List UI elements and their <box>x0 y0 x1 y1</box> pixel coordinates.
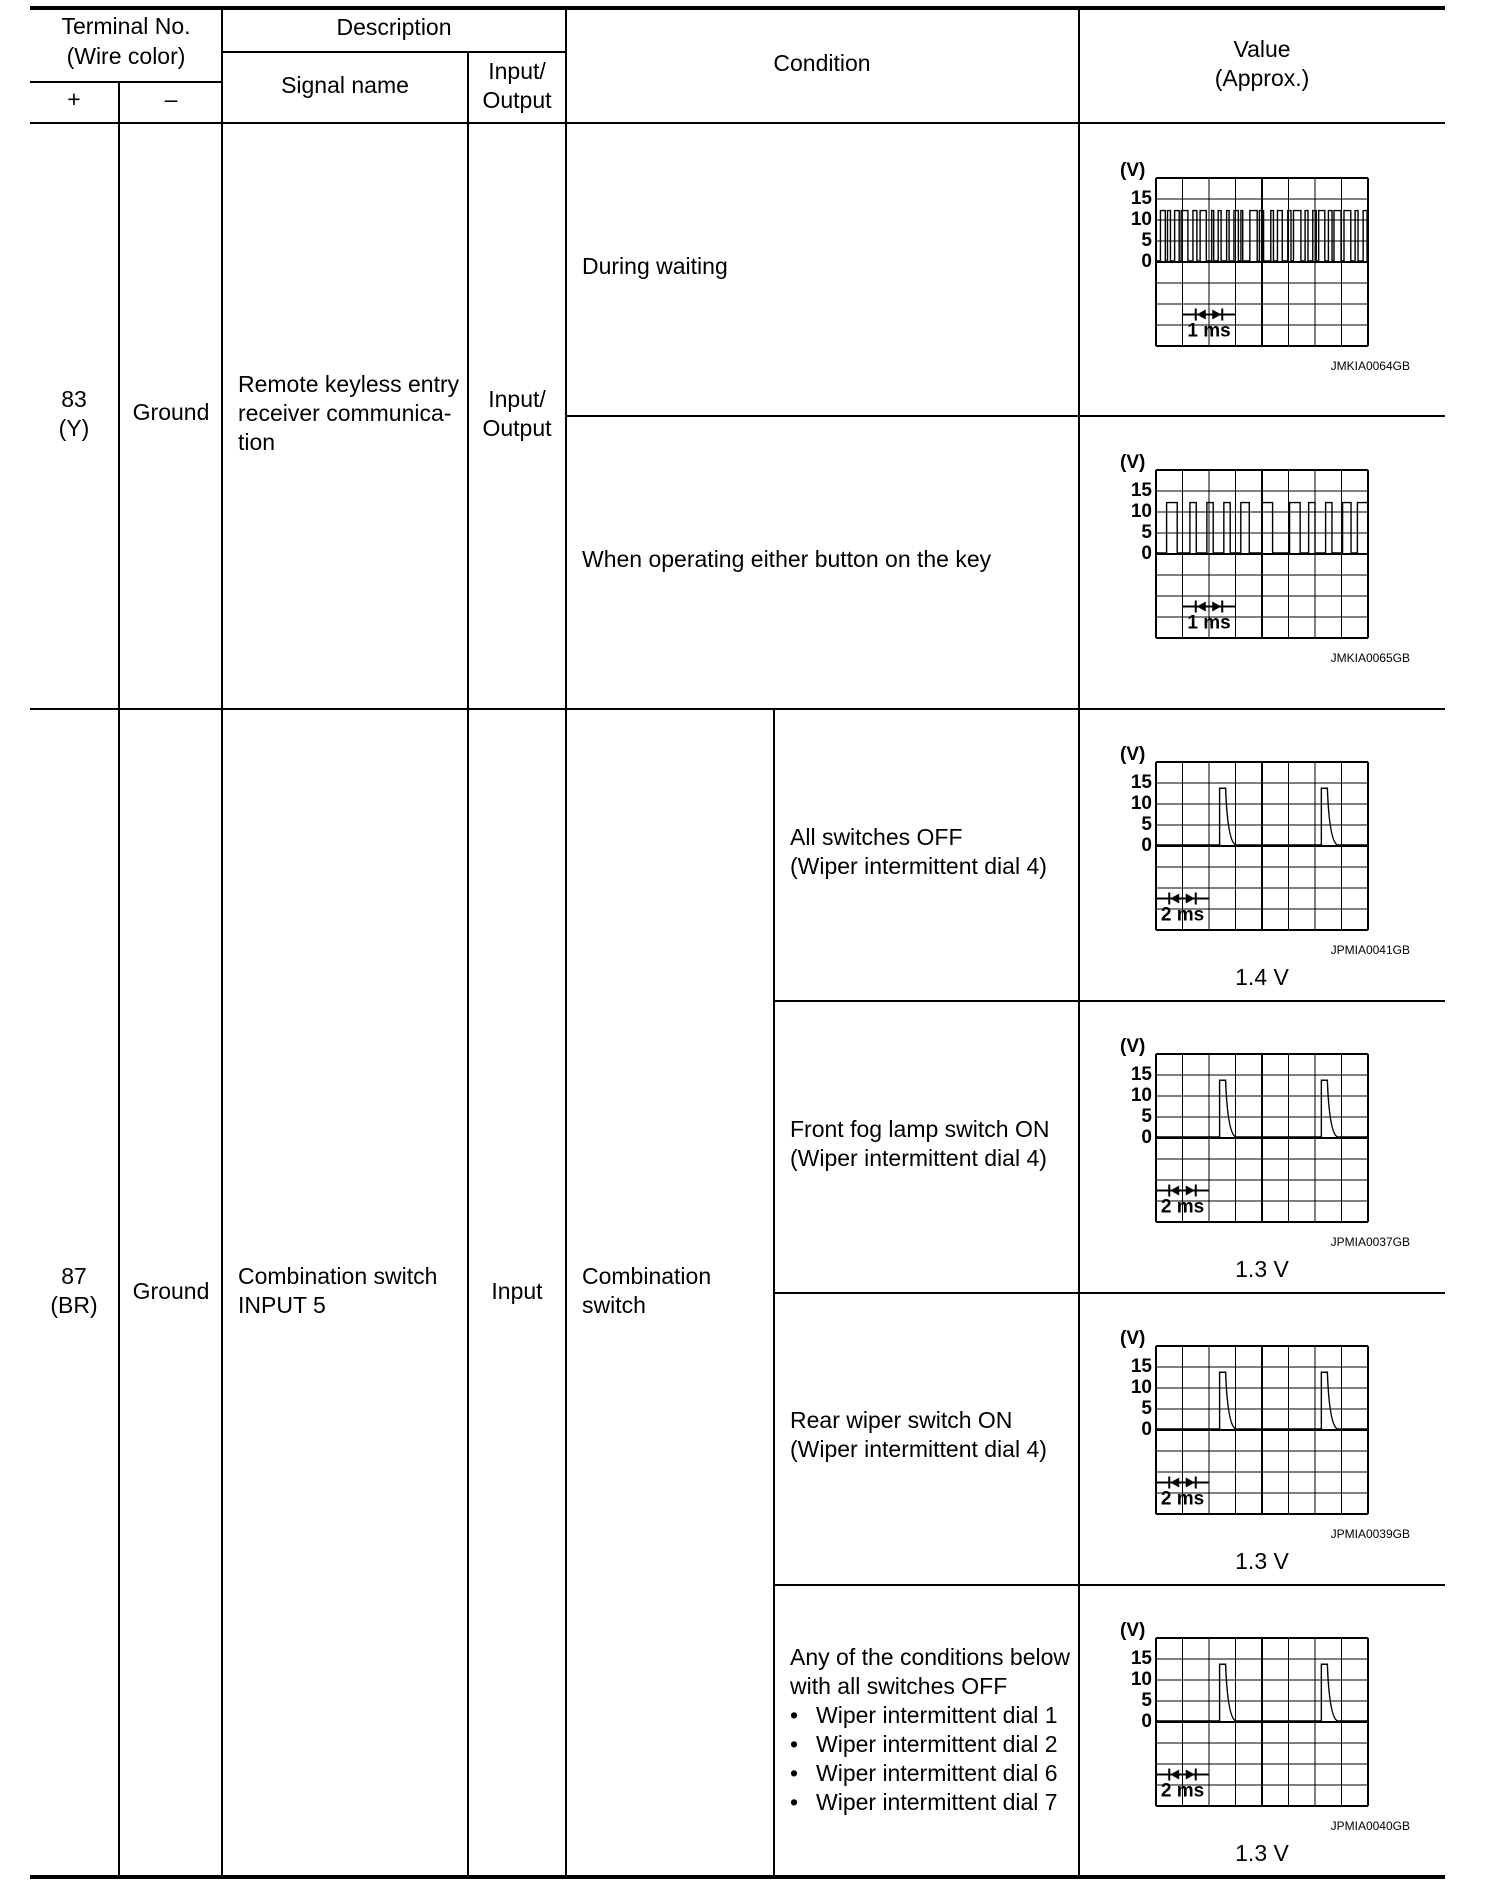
bullet-item <box>790 1759 1058 1788</box>
bullet-item <box>790 1701 1058 1730</box>
waveform-svg <box>1118 1620 1410 1854</box>
subcondition-line: Any of the conditions below <box>790 1644 1071 1670</box>
signal-name-line: receiver communica- <box>238 400 452 426</box>
header-value: Value <box>1233 36 1291 62</box>
volt-tick-label: 15 <box>1130 479 1152 501</box>
volt-unit-label: (V) <box>1120 744 1146 765</box>
header-approx: (Approx.) <box>1214 65 1310 91</box>
volt-tick-label: 10 <box>1130 1084 1152 1106</box>
volt-tick-label: 15 <box>1130 1063 1152 1085</box>
waveform-figure <box>1118 1036 1410 1270</box>
volt-tick-label: 0 <box>1141 834 1152 856</box>
col-rule-terminal-desc <box>221 8 223 1877</box>
signal-trace <box>1156 503 1368 553</box>
volt-tick-label: 15 <box>1130 1647 1152 1669</box>
col-rule-signal-io <box>467 51 469 1877</box>
volt-tick-label: 15 <box>1130 771 1152 793</box>
waveform-figure <box>1118 452 1410 686</box>
header-plus: + <box>67 86 81 112</box>
row83-split-rule <box>566 415 1445 417</box>
bullet-text: Wiper intermittent dial 6 <box>816 1760 1058 1786</box>
subcondition-line: Front fog lamp switch ON <box>790 1116 1050 1142</box>
bullet-item <box>790 1730 1058 1759</box>
time-scale-label: 2 ms <box>1160 1780 1205 1802</box>
volt-tick-label: 15 <box>1130 1355 1152 1377</box>
io-line: Output <box>482 415 552 441</box>
waveform-svg <box>1118 1328 1410 1562</box>
waveform-svg <box>1118 160 1410 394</box>
time-scale-label: 2 ms <box>1160 1488 1205 1510</box>
signal-name-line: Remote keyless entry <box>238 371 460 397</box>
time-scale-label: 2 ms <box>1160 904 1205 926</box>
volt-unit-label: (V) <box>1120 1036 1146 1057</box>
volt-tick-label: 5 <box>1141 813 1152 835</box>
volt-tick-label: 5 <box>1141 1397 1152 1419</box>
volt-tick-label: 5 <box>1141 521 1152 543</box>
subcondition-line: Rear wiper switch ON <box>790 1407 1013 1433</box>
io-line: Input/ <box>488 386 546 412</box>
waveform-svg <box>1118 744 1410 978</box>
volt-tick-label: 0 <box>1141 1126 1152 1148</box>
time-scale-label: 1 ms <box>1187 320 1231 342</box>
header-minus: – <box>164 86 178 112</box>
subcondition-line: (Wiper intermittent dial 4) <box>790 1436 1047 1462</box>
figure-code: JPMIA0039GB <box>1330 1527 1410 1541</box>
waveform-svg <box>1118 1036 1410 1270</box>
figure-code: JMKIA0064GB <box>1330 359 1410 373</box>
volt-unit-label: (V) <box>1120 1620 1146 1641</box>
waveform-figure <box>1118 1328 1410 1562</box>
row87-split-rule-2 <box>774 1292 1445 1294</box>
header-description: Description <box>336 14 452 40</box>
wire-color: (BR) <box>50 1292 98 1318</box>
terminal-number: 83 <box>61 386 87 412</box>
figure-code: JPMIA0040GB <box>1330 1819 1410 1833</box>
row87-split-rule-3 <box>774 1584 1445 1586</box>
header-terminal-no: Terminal No. <box>61 13 191 39</box>
volt-unit-label: (V) <box>1120 452 1146 473</box>
figure-code: JPMIA0037GB <box>1330 1235 1410 1249</box>
row87-split-rule-1 <box>774 1000 1445 1002</box>
volt-tick-label: 10 <box>1130 500 1152 522</box>
bullet-text: Wiper intermittent dial 1 <box>816 1702 1058 1728</box>
voltage-value: 1.3 V <box>1235 1840 1289 1866</box>
ground-terminal: Ground <box>132 399 210 425</box>
volt-tick-label: 10 <box>1130 208 1152 230</box>
voltage-value: 1.3 V <box>1235 1548 1289 1574</box>
bullet-text: Wiper intermittent dial 2 <box>816 1731 1058 1757</box>
col-rule-io-condition <box>565 8 567 1877</box>
subcondition-line: All switches OFF <box>790 824 963 850</box>
col-rule-plus-minus <box>118 81 120 1877</box>
volt-unit-label: (V) <box>1120 1328 1146 1349</box>
bullet-icon: • <box>790 1789 799 1815</box>
header-io-line1: Input/ <box>488 58 546 84</box>
volt-tick-label: 10 <box>1130 1376 1152 1398</box>
time-scale-label: 2 ms <box>1160 1196 1205 1218</box>
volt-unit-label: (V) <box>1120 160 1146 181</box>
condition-group: Combination <box>582 1263 712 1289</box>
bullet-icon: • <box>790 1702 799 1728</box>
signal-name-line: Combination switch <box>238 1263 438 1289</box>
header-bottom-rule <box>30 122 1445 124</box>
figure-code: JMKIA0065GB <box>1330 651 1410 665</box>
header-wire-color: (Wire color) <box>66 43 186 69</box>
table-top-rule <box>30 6 1445 10</box>
volt-tick-label: 0 <box>1141 1418 1152 1440</box>
condition-text: When operating either button on the key <box>582 546 992 572</box>
bullet-icon: • <box>790 1760 799 1786</box>
col-rule-subcondition <box>773 708 775 1877</box>
waveform-figure <box>1118 744 1410 978</box>
figure-code: JPMIA0041GB <box>1330 943 1410 957</box>
waveform-svg <box>1118 452 1410 686</box>
waveform-figure <box>1118 1620 1410 1854</box>
time-scale-label: 1 ms <box>1187 612 1231 634</box>
io-value: Input <box>491 1278 543 1304</box>
waveform-figure <box>1118 160 1410 394</box>
header-condition: Condition <box>773 50 871 76</box>
subcondition-line: (Wiper intermittent dial 4) <box>790 1145 1047 1171</box>
signal-name-line: tion <box>238 429 276 455</box>
volt-tick-label: 15 <box>1130 187 1152 209</box>
volt-tick-label: 0 <box>1141 542 1152 564</box>
volt-tick-label: 0 <box>1141 1710 1152 1732</box>
voltage-value: 1.4 V <box>1235 964 1289 990</box>
ground-terminal: Ground <box>132 1278 210 1304</box>
col-rule-condition-value <box>1078 8 1080 1877</box>
volt-tick-label: 0 <box>1141 250 1152 272</box>
wire-color: (Y) <box>58 415 90 441</box>
subcondition-line: with all switches OFF <box>790 1673 1008 1699</box>
header-io-line2: Output <box>482 87 552 113</box>
signal-name-line: INPUT 5 <box>238 1292 326 1318</box>
subcondition-line: (Wiper intermittent dial 4) <box>790 853 1047 879</box>
volt-tick-label: 5 <box>1141 229 1152 251</box>
volt-tick-label: 10 <box>1130 792 1152 814</box>
bullet-text: Wiper intermittent dial 7 <box>816 1789 1058 1815</box>
bullet-item <box>790 1788 1058 1817</box>
condition-group: switch <box>582 1292 646 1318</box>
description-underline <box>222 51 566 53</box>
volt-tick-label: 5 <box>1141 1105 1152 1127</box>
voltage-value: 1.3 V <box>1235 1256 1289 1282</box>
condition-text: During waiting <box>582 253 728 279</box>
volt-tick-label: 10 <box>1130 1668 1152 1690</box>
terminal-number: 87 <box>61 1263 87 1289</box>
volt-tick-label: 5 <box>1141 1689 1152 1711</box>
table-bottom-rule <box>30 1875 1445 1879</box>
terminal-underline <box>30 81 222 83</box>
bullet-icon: • <box>790 1731 799 1757</box>
header-signal-name: Signal name <box>281 72 409 98</box>
row-divider <box>30 708 1445 710</box>
